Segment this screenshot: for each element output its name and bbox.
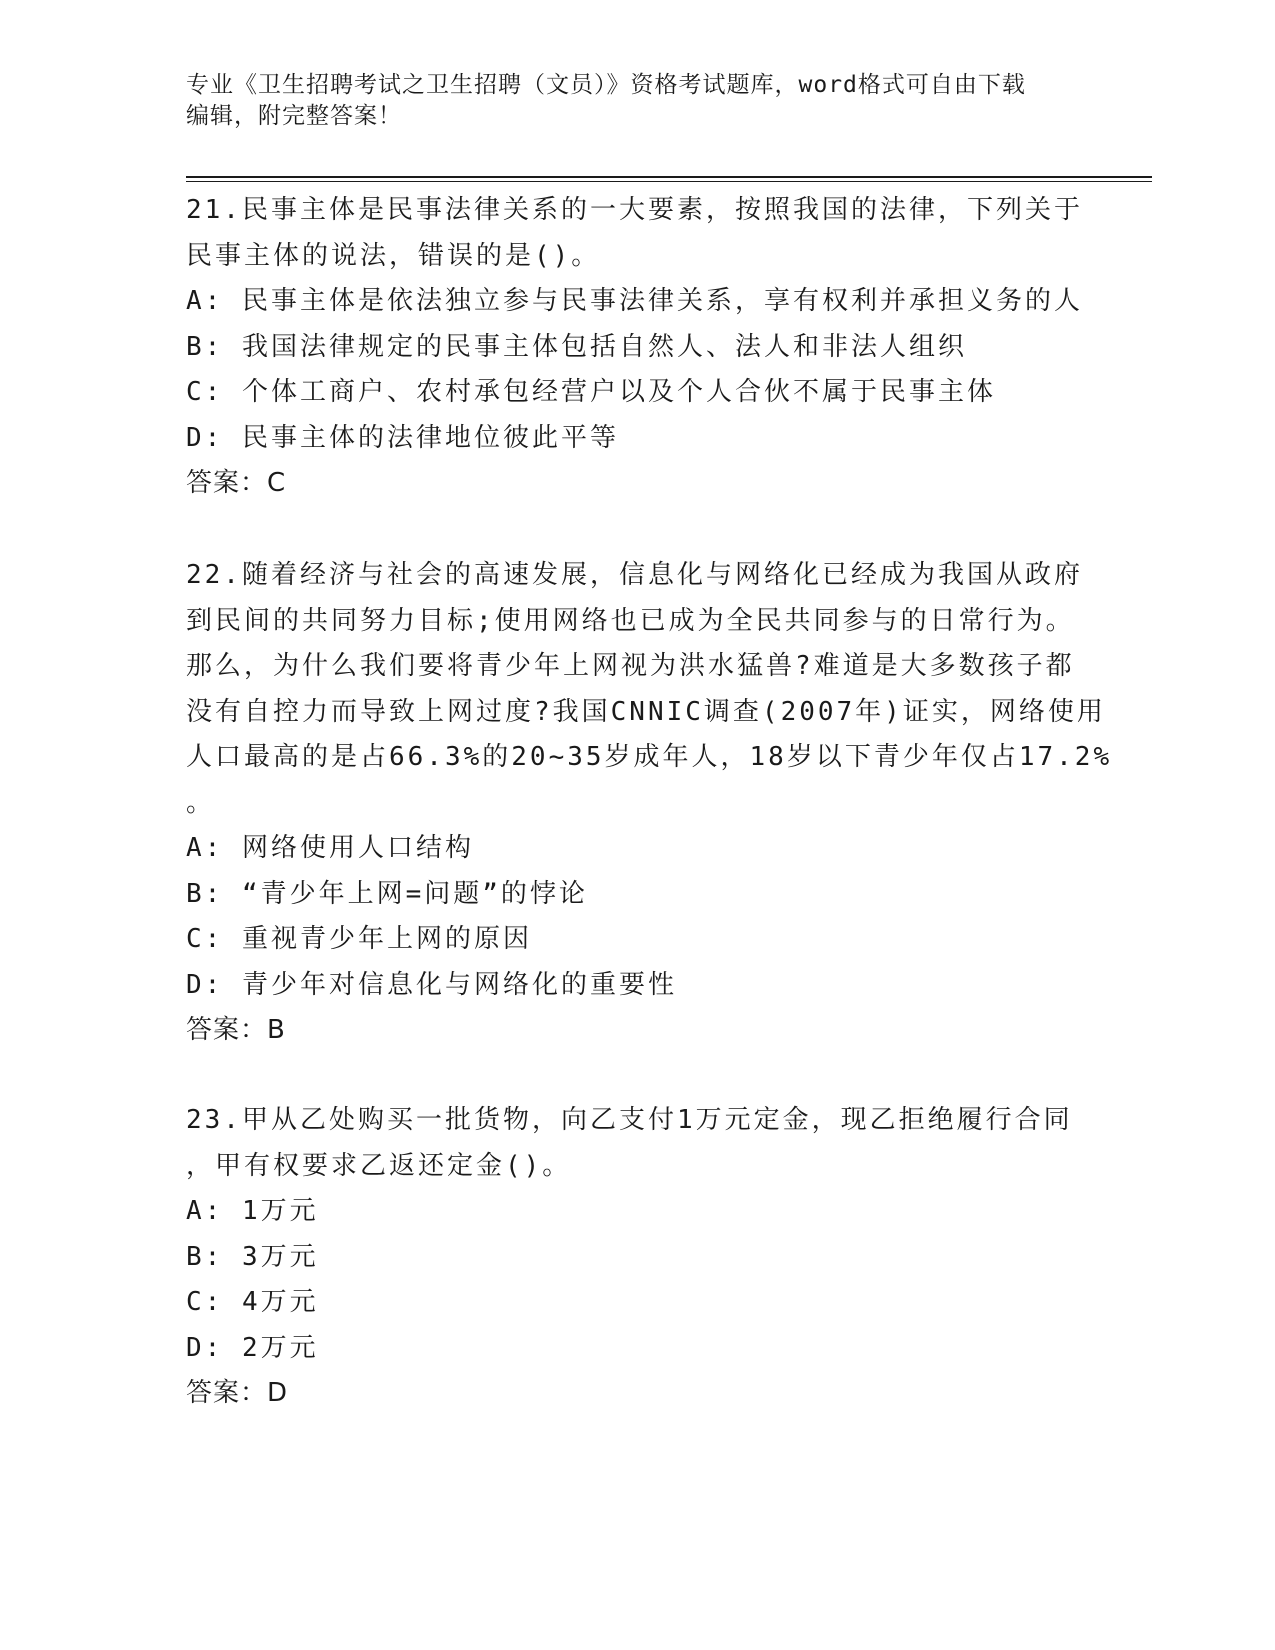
question-stem-line: 。 bbox=[186, 787, 216, 818]
option-a: A: 民事主体是依法独立参与民事法律关系，享有权利并承担义务的人 bbox=[186, 286, 1083, 316]
option-b: B: 3万元 bbox=[186, 1241, 319, 1272]
answer-line: 答案：D bbox=[186, 1378, 289, 1408]
option-c: C: 重视青少年上网的原因 bbox=[186, 924, 532, 954]
option-d: D: 民事主体的法律地位彼此平等 bbox=[186, 422, 619, 453]
option-c: C: 个体工商户、农村承包经营户以及个人合伙不属于民事主体 bbox=[186, 377, 996, 407]
option-c: C: 4万元 bbox=[186, 1287, 319, 1317]
question-stem-line: 民事主体的说法，错误的是()。 bbox=[186, 240, 601, 271]
header-line-1: 专业《卫生招聘考试之卫生招聘（文员）》资格考试题库，word格式可自由下载 bbox=[186, 72, 1026, 98]
question-21 bbox=[186, 188, 1086, 507]
question-22 bbox=[186, 553, 1113, 1054]
option-d: D: 青少年对信息化与网络化的重要性 bbox=[186, 969, 677, 1000]
question-23 bbox=[186, 1098, 1086, 1417]
option-a: A: 网络使用人口结构 bbox=[186, 833, 474, 863]
question-stem-line: 没有自控力而导致上网过度?我国CNNIC调查(2007年)证实，网络使用 bbox=[186, 696, 1106, 727]
header-divider-thin bbox=[186, 181, 1152, 182]
header-line-2: 编辑，附完整答案！ bbox=[186, 103, 402, 129]
question-stem-line: 21.民事主体是民事法律关系的一大要素，按照我国的法律，下列关于 bbox=[186, 195, 1083, 225]
answer-line: 答案：B bbox=[186, 1015, 286, 1045]
question-stem-line: 22.随着经济与社会的高速发展，信息化与网络化已经成为我国从政府 bbox=[186, 560, 1083, 590]
option-d: D: 2万元 bbox=[186, 1332, 319, 1363]
question-stem-line: 那么，为什么我们要将青少年上网视为洪水猛兽?难道是大多数孩子都 bbox=[186, 651, 1075, 681]
document-header bbox=[186, 70, 1066, 132]
question-stem-line: 到民间的共同努力目标;使用网络也已成为全民共同参与的日常行为。 bbox=[186, 605, 1075, 636]
header-divider-thick bbox=[186, 176, 1152, 178]
question-stem-line: 人口最高的是占66.3%的20~35岁成年人，18岁以下青少年仅占17.2% bbox=[186, 742, 1113, 772]
question-stem-line: ，甲有权要求乙返还定金()。 bbox=[186, 1150, 572, 1181]
option-b: B: “青少年上网=问题”的悖论 bbox=[186, 878, 588, 909]
question-stem-line: 23.甲从乙处购买一批货物，向乙支付1万元定金，现乙拒绝履行合同 bbox=[186, 1105, 1073, 1135]
option-a: A: 1万元 bbox=[186, 1196, 319, 1226]
answer-line: 答案：C bbox=[186, 468, 287, 498]
option-b: B: 我国法律规定的民事主体包括自然人、法人和非法人组织 bbox=[186, 331, 967, 362]
